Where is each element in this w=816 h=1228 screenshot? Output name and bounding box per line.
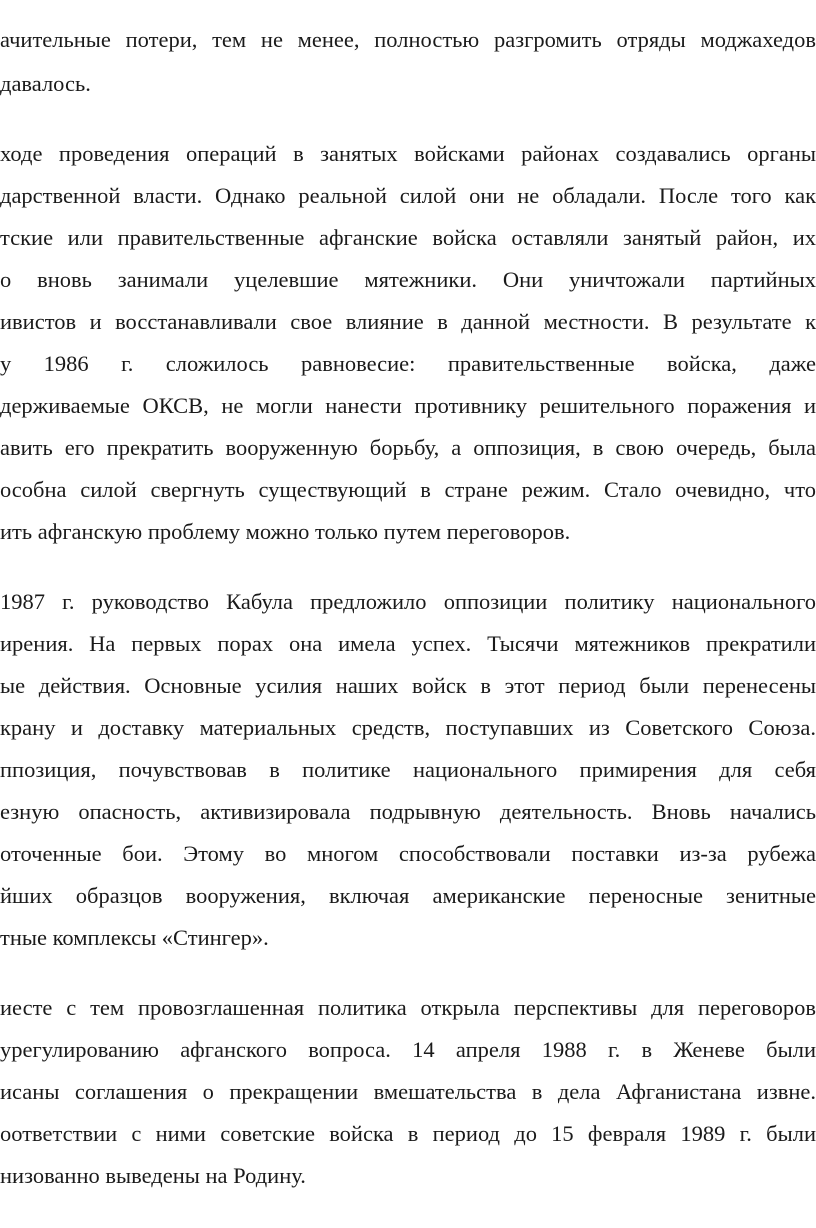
text-line: ить афганскую проблему можно только путем переговоров. <box>0 519 571 544</box>
text-line: о вновь занимали уцелевшие мятежники. Они уничтожали партийных <box>0 267 816 292</box>
text-line: исаны соглашения о прекращении вмешательства в дела Афганистана извне. <box>0 1079 816 1104</box>
text-line: тские или правительственные афганские войска оставляли занятый район, их <box>0 225 816 250</box>
text-line: ачительные потери, тем не менее, полностью разгромить отряды моджахедов <box>0 27 816 52</box>
text-line: езную опасность, активизировала подрывную деятельность. Вновь начались <box>0 799 816 824</box>
text-line: оточенные бои. Этому во многом способствовали поставки из-за рубежа <box>0 841 816 866</box>
text-line: тные комплексы «Стингер». <box>0 925 269 950</box>
text-line: давалось. <box>0 71 91 96</box>
text-line: ые действия. Основные усилия наших войск в этот период были перенесены <box>0 673 816 698</box>
text-line: ирения. На первых порах она имела успех. Тысячи мятежников прекратили <box>0 631 816 656</box>
text-line: у 1986 г. сложилось равновесие: правительственные войска, даже <box>0 351 816 376</box>
text-line: ппозиция, почувствовав в политике национального примирения для себя <box>0 757 816 782</box>
text-line: иесте с тем провозглашенная политика открыла перспективы для переговоров <box>0 995 816 1020</box>
text-line: 1987 г. руководство Кабула предложило оппозиции политику национального <box>0 589 816 614</box>
text-line: дарственной власти. Однако реальной силой они не обладали. После того как <box>0 183 816 208</box>
text-line: низованно выведены на Родину. <box>0 1163 306 1188</box>
text-line: особна силой свергнуть существующий в стране режим. Стало очевидно, что <box>0 477 816 502</box>
text-line: крану и доставку материальных средств, поступавших из Советского Союза. <box>0 715 816 740</box>
text-line: держиваемые ОКСВ, не могли нанести противнику решительного поражения и <box>0 393 816 418</box>
text-line: йших образцов вооружения, включая американские переносные зенитные <box>0 883 816 908</box>
text-line: урегулированию афганского вопроса. 14 апреля 1988 г. в Женеве были <box>0 1037 816 1062</box>
text-line: авить его прекратить вооруженную борьбу, а оппозиция, в свою очередь, была <box>0 435 816 460</box>
text-line: ивистов и восстанавливали свое влияние в данной местности. В результате к <box>0 309 816 334</box>
text-line: ходе проведения операций в занятых войсками районах создавались органы <box>0 141 816 166</box>
text-line: оответствии с ними советские войска в период до 15 февраля 1989 г. были <box>0 1121 816 1146</box>
